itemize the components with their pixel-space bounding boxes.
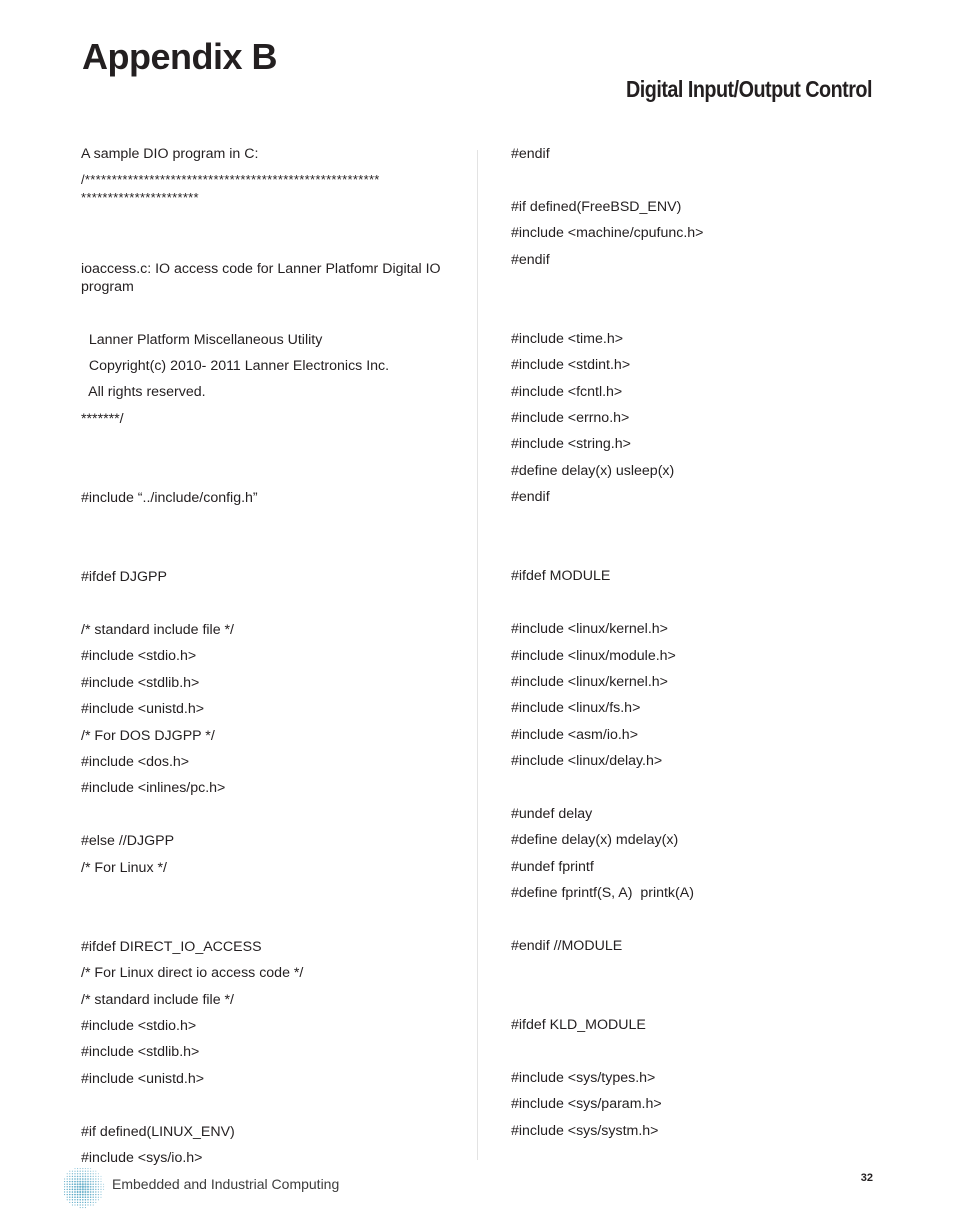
logo-dot: [77, 1194, 79, 1196]
logo-dot: [103, 1184, 104, 1185]
logo-dot: [74, 1171, 75, 1172]
code-line: /* For Linux direct io access code */: [81, 965, 304, 982]
logo-dot: [74, 1178, 76, 1180]
logo-dot: [67, 1181, 68, 1182]
logo-dot: [85, 1204, 86, 1205]
logo-dot: [74, 1168, 75, 1169]
logo-dot: [100, 1189, 101, 1190]
logo-dot: [69, 1183, 71, 1185]
blank-line: [511, 986, 881, 1012]
logo-dot: [92, 1183, 94, 1185]
code-line: #include <inlines/pc.h>: [81, 780, 226, 797]
logo-dot: [98, 1176, 99, 1177]
code-line: All rights reserved.: [81, 384, 206, 401]
logo-dot: [84, 1183, 86, 1185]
logo-dot: [82, 1194, 84, 1196]
code-line: Lanner Platform Miscellaneous Utility: [81, 331, 323, 348]
logo-dot: [90, 1173, 91, 1174]
logo-dot: [74, 1183, 76, 1185]
logo-dot: [92, 1178, 94, 1180]
logo-dot: [93, 1199, 94, 1200]
blank-line: [81, 296, 456, 322]
logo-dot: [87, 1171, 88, 1172]
logo-dot: [95, 1189, 97, 1191]
code-line: #undef delay: [511, 806, 593, 823]
logo-dot: [90, 1194, 92, 1196]
logo-dot: [85, 1171, 86, 1172]
logo-dot: [67, 1184, 68, 1185]
logo-dot: [95, 1183, 97, 1185]
code-line: /*******************************************************: [81, 172, 380, 188]
logo-dot: [74, 1204, 75, 1205]
logo-dot: [92, 1176, 93, 1177]
code-column-left: [81, 141, 456, 1171]
logo-dot: [74, 1188, 76, 1190]
logo-dot: [98, 1191, 99, 1192]
logo-dot: [79, 1178, 81, 1180]
logo-dot: [92, 1186, 94, 1188]
logo-dot: [77, 1181, 79, 1183]
logo-dot: [95, 1171, 96, 1172]
blank-line: [511, 537, 881, 563]
logo-dot: [74, 1173, 75, 1174]
footer-tagline: Embedded and Industrial Computing: [112, 1176, 340, 1192]
code-column-right: [511, 141, 881, 1144]
blank-line: [81, 591, 456, 617]
logo-dot: [67, 1173, 68, 1174]
code-line: #include <linux/module.h>: [511, 647, 676, 664]
code-line: #include <sys/types.h>: [511, 1070, 656, 1087]
logo-dot: [90, 1183, 92, 1185]
logo-dot: [98, 1197, 99, 1198]
code-line: #include “../include/config.h”: [81, 489, 258, 506]
logo-dot: [100, 1184, 101, 1185]
logo-dot: [84, 1194, 86, 1196]
logo-dot: [92, 1194, 94, 1196]
logo-dot: [95, 1176, 96, 1177]
logo-dot: [69, 1178, 70, 1179]
blank-line: [511, 273, 881, 299]
logo-dot: [72, 1173, 73, 1174]
code-line: #include <stdlib.h>: [81, 674, 200, 691]
logo-dot: [79, 1188, 81, 1190]
logo-dot: [79, 1181, 81, 1183]
logo-dot: [87, 1188, 89, 1190]
logo-dot: [72, 1191, 74, 1193]
code-line: #include <sys/param.h>: [511, 1096, 662, 1113]
logo-dot: [82, 1178, 84, 1180]
code-line: **********************: [81, 190, 199, 206]
logo-dot: [72, 1178, 74, 1180]
code-line: ioaccess.c: IO access code for Lanner Platfomr Digital IO program: [81, 261, 441, 296]
code-line: #endif: [511, 146, 550, 162]
logo-dot: [69, 1173, 70, 1174]
code-line: #include <sys/io.h>: [81, 1150, 203, 1167]
logo-dot: [74, 1194, 76, 1196]
logo-dot: [92, 1191, 94, 1193]
code-line: #undef fprintf: [511, 858, 594, 875]
logo-dot: [67, 1194, 68, 1195]
blank-line: [511, 907, 881, 933]
logo-dot: [82, 1176, 84, 1178]
code-line: #include <linux/kernel.h>: [511, 621, 668, 638]
code-line: #include <dos.h>: [81, 754, 190, 770]
logo-dot: [77, 1168, 78, 1169]
logo-dot: [72, 1186, 74, 1188]
logo-dot: [95, 1197, 96, 1198]
logo-dot: [95, 1186, 97, 1188]
logo-dot: [95, 1178, 96, 1179]
logo-dot: [72, 1181, 74, 1183]
logo-dot: [90, 1191, 92, 1193]
logo-dot: [95, 1191, 96, 1192]
logo-dot: [69, 1197, 70, 1198]
code-line: A sample DIO program in C:: [81, 146, 259, 162]
logo-dot: [79, 1191, 81, 1193]
logo-dot: [92, 1196, 93, 1197]
logo-dot: [77, 1178, 79, 1180]
logo-dot: [67, 1199, 68, 1200]
logo-dot: [72, 1199, 73, 1200]
logo-dot: [98, 1194, 99, 1195]
logo-dot: [80, 1168, 81, 1169]
logo-dot: [93, 1171, 94, 1172]
logo-dot: [98, 1184, 99, 1185]
code-line: #include <sys/systm.h>: [511, 1122, 659, 1139]
logo-dot: [74, 1196, 76, 1198]
logo-dot: [69, 1191, 70, 1192]
logo-dot: [80, 1204, 81, 1205]
logo-dot: [87, 1176, 89, 1178]
logo-dot: [100, 1181, 101, 1182]
blank-line: [81, 881, 456, 907]
blank-line: [511, 590, 881, 616]
logo-dot: [79, 1183, 81, 1185]
code-line: #include <linux/delay.h>: [511, 753, 663, 770]
logo-dot: [85, 1202, 86, 1203]
logo-dot: [90, 1202, 91, 1203]
logo-dot: [84, 1191, 86, 1193]
logo-dot: [67, 1178, 68, 1179]
page-number: 32: [860, 1172, 873, 1184]
logo-dot: [85, 1196, 87, 1198]
logo-dot: [69, 1186, 71, 1188]
blank-line: [511, 1039, 881, 1065]
column-divider: [477, 150, 478, 1160]
logo-dot: [90, 1196, 92, 1198]
blank-line: [81, 538, 456, 564]
blank-line: [81, 802, 456, 828]
logo-dot: [95, 1199, 96, 1200]
logo-dot: [82, 1204, 83, 1205]
logo-dot: [74, 1202, 75, 1203]
logo-dot: [74, 1176, 76, 1178]
logo-dot: [64, 1178, 65, 1179]
logo-dot: [77, 1186, 79, 1188]
logo-dot: [82, 1202, 83, 1203]
logo-dot: [77, 1176, 79, 1178]
code-line: #include <machine/cpufunc.h>: [511, 225, 704, 242]
logo-dot: [64, 1186, 65, 1187]
logo-dot: [98, 1173, 99, 1174]
code-line: #include <unistd.h>: [81, 701, 205, 718]
code-line: #include <linux/kernel.h>: [511, 674, 668, 691]
logo-dot: [82, 1173, 84, 1175]
logo-dot: [87, 1194, 89, 1196]
blank-line: [511, 775, 881, 801]
code-line: #endif: [511, 489, 550, 506]
logo-dot: [95, 1202, 96, 1203]
code-line: #include <asm/io.h>: [511, 726, 638, 743]
logo-dot: [100, 1176, 101, 1177]
logo-dot: [69, 1199, 70, 1200]
code-line: /* For DOS DJGPP */: [81, 727, 215, 744]
code-line: #ifdef KLD_MODULE: [511, 1017, 646, 1034]
code-line: #endif: [511, 251, 550, 268]
appendix-title: Appendix B: [82, 36, 278, 77]
logo-dot: [87, 1168, 88, 1169]
logo-dot: [69, 1171, 70, 1172]
logo-dot: [72, 1202, 73, 1203]
logo-dot: [69, 1181, 70, 1182]
logo-dot: [72, 1194, 74, 1196]
logo-dot: [84, 1186, 86, 1188]
logo-dot: [82, 1183, 84, 1185]
blank-line: [81, 907, 456, 933]
code-line: Copyright(c) 2010- 2011 Lanner Electronics Inc.: [81, 357, 390, 374]
globe-dots-icon: [60, 1164, 106, 1210]
logo-dot: [72, 1196, 73, 1197]
logo-dot: [80, 1202, 81, 1203]
logo-dot: [82, 1186, 84, 1188]
logo-dot: [72, 1204, 73, 1205]
logo-dot: [74, 1191, 76, 1193]
code-line: /* standard include file */: [81, 621, 235, 638]
logo-dot: [77, 1191, 79, 1193]
logo-dot: [74, 1181, 76, 1183]
logo-dot: [85, 1168, 86, 1169]
logo-dot: [95, 1194, 96, 1195]
code-line: #define delay(x) mdelay(x): [511, 832, 679, 849]
code-line: #endif //MODULE: [511, 938, 623, 955]
logo-dot: [98, 1189, 99, 1190]
logo-dot: [77, 1171, 78, 1172]
logo-dot: [79, 1186, 81, 1188]
logo-dot: [98, 1178, 99, 1179]
logo-dot: [82, 1207, 83, 1208]
logo-dot: [67, 1197, 68, 1198]
code-line: #if defined(LINUX_ENV): [81, 1123, 235, 1140]
logo-dot: [67, 1176, 68, 1177]
logo-dot: [90, 1178, 92, 1180]
logo-dot: [77, 1202, 78, 1203]
logo-dot: [85, 1176, 87, 1178]
logo-dot: [69, 1189, 71, 1191]
blank-line: [81, 459, 456, 485]
logo-dot: [90, 1199, 91, 1200]
logo-dot: [87, 1181, 89, 1183]
logo-dot: [90, 1186, 92, 1188]
code-line: #else //DJGPP: [81, 833, 175, 850]
logo-dot: [95, 1173, 96, 1174]
logo-dot: [90, 1171, 91, 1172]
logo-dot: [100, 1194, 101, 1195]
logo-dot: [87, 1202, 88, 1203]
logo-dot: [82, 1199, 84, 1201]
logo-dot: [79, 1199, 81, 1201]
code-line: #include <errno.h>: [511, 410, 630, 427]
logo-dot: [79, 1176, 81, 1178]
logo-dot: [84, 1188, 86, 1190]
logo-dot: [67, 1186, 68, 1187]
code-line: #define delay(x) usleep(x): [511, 462, 675, 479]
logo-dot: [87, 1178, 89, 1180]
logo-dot: [87, 1173, 88, 1174]
logo-dot: [87, 1183, 89, 1185]
code-line: #if defined(FreeBSD_ENV): [511, 198, 682, 215]
logo-dot: [90, 1168, 91, 1169]
logo-dot: [87, 1186, 89, 1188]
blank-line: [81, 511, 456, 537]
logo-dot: [69, 1194, 70, 1195]
blank-line: [511, 299, 881, 325]
code-line: #include <stdlib.h>: [81, 1044, 200, 1061]
logo-dot: [72, 1189, 74, 1191]
code-line: #include <stdio.h>: [81, 1018, 197, 1035]
logo-dot: [64, 1191, 65, 1192]
logo-dot: [87, 1191, 89, 1193]
logo-dot: [90, 1181, 92, 1183]
logo-dot: [100, 1191, 101, 1192]
logo-dot: [80, 1207, 81, 1208]
logo-dot: [93, 1202, 94, 1203]
logo-dot: [98, 1199, 99, 1200]
logo-dot: [67, 1189, 68, 1190]
blank-line: [511, 511, 881, 537]
logo-dot: [77, 1196, 79, 1198]
logo-dot: [85, 1199, 87, 1201]
code-line: #define fprintf(S, A) printk(A): [511, 885, 694, 902]
code-line: #include <time.h>: [511, 330, 623, 347]
logo-dot: [82, 1191, 84, 1193]
logo-dot: [74, 1199, 75, 1200]
logo-dot: [64, 1181, 65, 1182]
logo-dot: [93, 1204, 94, 1205]
logo-dot: [77, 1173, 78, 1174]
logo-dot: [80, 1171, 81, 1172]
code-line: *******/: [81, 410, 124, 427]
logo-dot: [100, 1178, 101, 1179]
logo-dot: [82, 1168, 83, 1169]
logo-dot: [79, 1194, 81, 1196]
blank-line: [511, 167, 881, 193]
logo-dot: [77, 1188, 79, 1190]
logo-dot: [77, 1204, 78, 1205]
logo-dot: [100, 1197, 101, 1198]
code-line: #ifdef DJGPP: [81, 569, 167, 586]
logo-dot: [79, 1173, 81, 1175]
logo-dot: [103, 1189, 104, 1190]
blank-line: [511, 959, 881, 985]
code-line: #include <stdio.h>: [81, 648, 197, 665]
logo-dot: [90, 1204, 91, 1205]
logo-dot: [87, 1199, 88, 1200]
code-line: #include <string.h>: [511, 436, 631, 453]
code-line: #ifdef DIRECT_IO_ACCESS: [81, 938, 262, 955]
logo-dot: [87, 1204, 88, 1205]
logo-dot: [85, 1207, 86, 1208]
blank-line: [81, 1092, 456, 1118]
logo-dot: [72, 1176, 73, 1177]
logo-dot: [82, 1188, 84, 1190]
logo-dot: [103, 1186, 104, 1187]
logo-dot: [64, 1189, 65, 1190]
logo-dot: [82, 1171, 83, 1172]
blank-line: [81, 207, 456, 233]
logo-dot: [72, 1183, 74, 1185]
logo-dot: [98, 1186, 99, 1187]
logo-dot: [100, 1186, 101, 1187]
logo-dot: [92, 1181, 94, 1183]
code-line: #include <stdint.h>: [511, 357, 631, 374]
code-line: #include <fcntl.h>: [511, 383, 623, 400]
logo-dot: [90, 1176, 92, 1178]
logo-dot: [82, 1181, 84, 1183]
code-line: #include <unistd.h>: [81, 1070, 205, 1087]
logo-dot: [84, 1178, 86, 1180]
logo-dot: [87, 1196, 89, 1198]
section-title: Digital Input/Output Control: [626, 76, 872, 102]
blank-line: [81, 432, 456, 458]
logo-dot: [84, 1181, 86, 1183]
logo-dot: [69, 1202, 70, 1203]
blank-line: [81, 234, 456, 260]
logo-dot: [72, 1171, 73, 1172]
logo-dot: [79, 1196, 81, 1198]
code-line: /* standard include file */: [81, 991, 235, 1008]
logo-dot: [82, 1196, 84, 1198]
logo-dot: [92, 1189, 94, 1191]
logo-dot: [77, 1199, 78, 1200]
logo-dot: [90, 1188, 92, 1190]
logo-dot: [95, 1181, 96, 1182]
logo-dot: [74, 1186, 76, 1188]
logo-dot: [64, 1184, 65, 1185]
logo-dot: [69, 1176, 70, 1177]
logo-dot: [67, 1191, 68, 1192]
code-line: #include <linux/fs.h>: [511, 700, 641, 717]
logo-dot: [64, 1194, 65, 1195]
logo-dot: [93, 1173, 94, 1174]
logo-dot: [98, 1181, 99, 1182]
logo-dot: [77, 1183, 79, 1185]
code-line: #ifdef MODULE: [511, 568, 611, 585]
logo-dot: [85, 1173, 87, 1175]
code-line: /* For Linux */: [81, 859, 167, 876]
